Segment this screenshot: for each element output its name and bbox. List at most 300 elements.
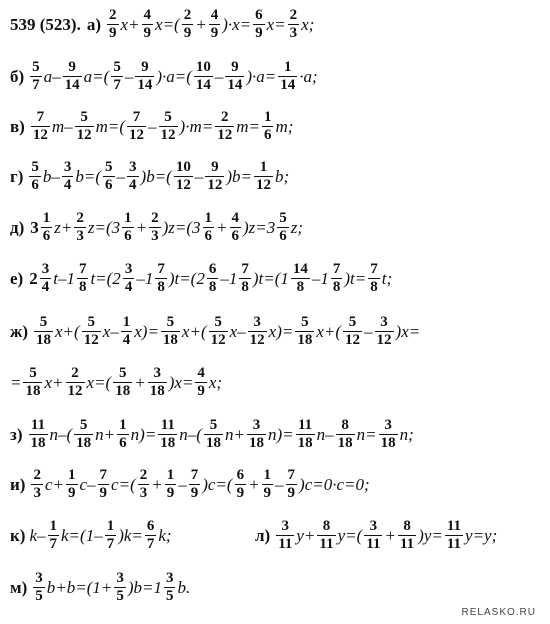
fraction (138, 468, 150, 501)
denominator: 3 (76, 228, 84, 244)
denominator: 8 (370, 279, 378, 295)
fraction (114, 571, 126, 604)
denominator: 9 (166, 485, 175, 501)
numerator: 3 (116, 570, 124, 586)
fraction (158, 418, 177, 451)
denominator: 14 (227, 77, 243, 93)
denominator: 5 (35, 588, 43, 604)
numerator: 3 (63, 159, 72, 175)
expression-text: )t=(1 (252, 269, 289, 288)
expression-text: x=( (155, 15, 180, 34)
expression-text: x+( (55, 322, 80, 341)
numerator: 5 (348, 314, 357, 330)
fraction (105, 519, 117, 552)
denominator: 14 (137, 77, 153, 93)
denominator: 9 (236, 485, 245, 501)
denominator: 7 (113, 77, 121, 93)
expression-text: c=( (111, 475, 136, 494)
numerator: 2 (151, 210, 159, 226)
numerator: 3 (124, 261, 133, 277)
numerator: 5 (209, 417, 218, 433)
fraction (195, 366, 207, 399)
denominator: 4 (129, 177, 137, 193)
numerator: 5 (79, 417, 88, 433)
denominator: 18 (115, 383, 131, 399)
expression-text: c+ (44, 475, 64, 494)
denominator: 12 (217, 127, 233, 143)
numerator: 3 (369, 518, 378, 534)
expression-text: –1 (311, 269, 329, 288)
fraction (75, 110, 94, 143)
numerator: 3 (41, 261, 50, 277)
expression-text: n–( (179, 425, 202, 444)
expression-text: y=y; (465, 526, 498, 545)
fraction (41, 211, 53, 244)
fraction (398, 519, 416, 552)
denominator: 5 (165, 588, 174, 604)
expression-text: n)= (267, 425, 294, 444)
expression-text: n= (356, 425, 377, 444)
fraction (165, 468, 177, 501)
expression-text: – (124, 67, 134, 86)
fraction (48, 519, 60, 552)
expression-text: n; (399, 425, 414, 444)
numerator: 2 (109, 7, 117, 23)
numerator: 6 (255, 7, 263, 23)
numerator: 11 (160, 417, 175, 433)
numerator: 2 (76, 210, 84, 226)
expression-text: ·a; (299, 67, 318, 86)
numerator: 1 (259, 159, 268, 175)
numerator: 5 (87, 314, 95, 330)
denominator: 12 (255, 177, 271, 193)
expression-text: )k= (118, 526, 143, 545)
expression-text: – (116, 167, 126, 186)
expression-text: b+b=(1+ (46, 578, 113, 597)
numerator: 1 (284, 59, 292, 75)
numerator: 11 (30, 417, 46, 433)
denominator: 6 (42, 228, 51, 244)
fraction (278, 60, 297, 93)
fraction (288, 8, 300, 41)
expression-text: x– (102, 322, 119, 341)
denominator: 11 (399, 536, 415, 552)
denominator: 9 (255, 25, 263, 41)
denominator: 11 (319, 536, 334, 552)
fraction (286, 468, 298, 501)
denominator: 18 (25, 383, 41, 399)
expression-text: t–1 (53, 269, 75, 288)
numerator: 9 (68, 59, 76, 75)
numerator: 7 (332, 261, 341, 277)
denominator: 18 (36, 332, 51, 348)
fraction (203, 211, 215, 244)
line-k (10, 519, 172, 552)
expression-text: )t=(2 (168, 269, 205, 288)
numerator: 7 (157, 261, 165, 277)
expression-text: m=( (95, 117, 126, 136)
denominator: 9 (190, 485, 199, 501)
denominator: 9 (109, 25, 117, 41)
expression-text: )y= (418, 526, 443, 545)
fraction (215, 110, 234, 143)
numerator: 2 (183, 7, 192, 23)
denominator: 6 (124, 228, 132, 244)
fraction (123, 262, 135, 295)
fraction (127, 160, 139, 193)
expression-text: )x= (395, 322, 421, 341)
denominator: 9 (197, 383, 205, 399)
denominator: 4 (63, 177, 72, 193)
fraction (343, 315, 362, 348)
fraction (135, 60, 154, 93)
fraction (194, 60, 213, 93)
fraction (155, 262, 167, 295)
fraction (31, 110, 50, 143)
fraction (29, 418, 48, 451)
fraction (189, 468, 201, 501)
numerator: 5 (39, 314, 48, 330)
fraction (29, 160, 41, 193)
denominator: 12 (76, 127, 92, 143)
expression-text: a– (43, 67, 61, 86)
denominator: 8 (241, 279, 249, 295)
fraction (66, 468, 78, 501)
numerator: 5 (164, 109, 172, 125)
expression-text: n– (316, 425, 334, 444)
fraction (445, 519, 463, 552)
line-d (10, 211, 303, 244)
denominator: 8 (157, 279, 165, 295)
item-label: л) (255, 526, 271, 545)
expression-text: )x= (168, 373, 194, 392)
expression-text: y=( (337, 526, 363, 545)
numerator: 4 (143, 7, 152, 23)
line-i (10, 468, 370, 501)
denominator: 12 (160, 127, 176, 143)
denominator: 12 (207, 177, 223, 193)
item-label: б) (10, 67, 25, 86)
denominator: 6 (105, 177, 113, 193)
fraction (262, 110, 274, 143)
fraction (336, 418, 355, 451)
expression-text: x; (208, 373, 223, 392)
fraction (98, 468, 110, 501)
denominator: 3 (33, 485, 41, 501)
line-b (10, 60, 318, 93)
expression-text: x= (266, 15, 286, 34)
denominator: 3 (139, 485, 148, 501)
expression-text: a=( (83, 67, 110, 86)
numerator: 2 (33, 467, 41, 483)
denominator: 14 (195, 77, 211, 93)
expression-text: n+ (95, 425, 116, 444)
numerator: 9 (141, 59, 149, 75)
fraction (111, 60, 123, 93)
expression-text: – (214, 67, 224, 86)
expression-text: t=(2 (90, 269, 121, 288)
expression-text: x; (301, 15, 315, 34)
numerator: 5 (105, 159, 113, 175)
expression-text: + (195, 15, 207, 34)
item-label: г) (10, 167, 24, 186)
denominator: 18 (248, 435, 264, 451)
whole-part: 2 (29, 269, 38, 288)
item-label: з) (10, 425, 23, 444)
numerator: 11 (298, 417, 313, 433)
fraction (368, 262, 380, 295)
numerator: 7 (132, 109, 141, 125)
numerator: 2 (71, 365, 79, 381)
fraction (121, 315, 133, 348)
denominator: 7 (106, 536, 115, 552)
expression-text: + (248, 475, 260, 494)
denominator: 6 (263, 127, 272, 143)
expression-text: + (384, 526, 396, 545)
numerator: 3 (384, 417, 392, 433)
fraction (33, 571, 45, 604)
fraction (295, 315, 314, 348)
denominator: 12 (67, 383, 83, 399)
expression-text: z=(3 (87, 218, 121, 237)
denominator: 6 (279, 228, 287, 244)
numerator: 5 (301, 314, 309, 330)
fraction (375, 315, 394, 348)
expression-text: )z=3 (243, 218, 276, 237)
fraction (82, 315, 101, 348)
numerator: 10 (195, 59, 211, 75)
denominator: 18 (205, 435, 221, 451)
numerator: 7 (36, 109, 45, 125)
denominator: 12 (249, 332, 265, 348)
fraction (62, 160, 74, 193)
numerator: 7 (370, 261, 378, 277)
numerator: 14 (292, 261, 308, 277)
expression-text: )t= (344, 269, 367, 288)
expression-text: )b=1 (127, 578, 162, 597)
line-m (10, 571, 190, 604)
numerator: 2 (139, 467, 148, 483)
expression-text: x– (229, 322, 246, 341)
numerator: 1 (124, 210, 132, 226)
expression-text: –1 (220, 269, 238, 288)
numerator: 1 (263, 467, 272, 483)
fraction (23, 366, 42, 399)
denominator: 12 (376, 332, 392, 348)
fraction (331, 262, 343, 295)
line-a (10, 8, 314, 41)
denominator: 11 (278, 536, 293, 552)
expression-text: )b= (226, 167, 252, 186)
fraction (225, 60, 244, 93)
numerator: 6 (146, 518, 155, 534)
fraction (276, 519, 294, 552)
fraction (379, 418, 398, 451)
fraction (107, 8, 119, 41)
numerator: 2 (220, 109, 229, 125)
expression-text: m– (51, 117, 73, 136)
fraction (161, 315, 180, 348)
numerator: 1 (42, 210, 51, 226)
problem-number: 539 (523). (10, 15, 81, 34)
expression-text: + (151, 475, 163, 494)
item-label: д) (10, 218, 25, 237)
denominator: 4 (122, 332, 131, 348)
fraction (204, 418, 223, 451)
numerator: 5 (279, 210, 287, 226)
numerator: 8 (403, 518, 411, 534)
fraction (127, 110, 146, 143)
denominator: 11 (446, 536, 462, 552)
whole-part: 3 (30, 218, 39, 237)
fraction (209, 8, 221, 41)
fraction (239, 262, 251, 295)
denominator: 18 (149, 383, 165, 399)
expression-text: x)= (268, 322, 294, 341)
expression-text: )·a= (246, 67, 277, 86)
expression-text: x)= (134, 322, 159, 341)
denominator: 18 (380, 435, 396, 451)
numerator: 9 (231, 59, 239, 75)
numerator: 5 (80, 109, 88, 125)
expression-text: – (148, 117, 157, 136)
fraction (31, 468, 43, 501)
numerator: 1 (166, 467, 175, 483)
numerator: 5 (31, 159, 39, 175)
denominator: 4 (41, 279, 50, 295)
expression-text: – (178, 475, 187, 494)
fraction (74, 418, 93, 451)
denominator: 18 (297, 435, 313, 451)
fraction (296, 418, 315, 451)
denominator: 5 (116, 588, 124, 604)
denominator: 6 (204, 228, 213, 244)
numerator: 1 (106, 518, 115, 534)
expression-text: )·x= (222, 15, 252, 34)
denominator: 3 (151, 228, 159, 244)
item-label: м) (10, 578, 28, 597)
fraction (254, 160, 273, 193)
fraction (148, 366, 167, 399)
fraction (77, 262, 89, 295)
numerator: 3 (129, 159, 137, 175)
denominator: 18 (30, 435, 46, 451)
denominator: 9 (183, 25, 192, 41)
numerator: 5 (113, 59, 121, 75)
expression-text: x+ (120, 15, 140, 34)
denominator: 18 (162, 332, 178, 348)
numerator: 5 (118, 365, 127, 381)
item-label: и) (10, 475, 26, 494)
numerator: 3 (165, 570, 174, 586)
expression-text: + (134, 373, 146, 392)
fraction (174, 160, 193, 193)
expression-text: –1 (136, 269, 154, 288)
denominator: 9 (263, 485, 272, 501)
expression-text: + (135, 218, 148, 237)
fraction (149, 211, 161, 244)
expression-text: )·a=( (156, 67, 192, 86)
expression-text: c– (79, 475, 96, 494)
expression-text: t; (381, 269, 393, 288)
numerator: 7 (287, 467, 296, 483)
fraction (364, 519, 382, 552)
numerator: 8 (322, 518, 331, 534)
expression-text: )b=( (140, 167, 172, 186)
denominator: 7 (32, 77, 40, 93)
fraction (142, 8, 154, 41)
denominator: 12 (129, 127, 145, 143)
item-label: а) (86, 15, 101, 34)
numerator: 3 (281, 518, 290, 534)
expression-text: – (275, 475, 284, 494)
expression-text: = (10, 373, 22, 392)
expression-text: y+ (296, 526, 316, 545)
expression-text: )·m= (179, 117, 214, 136)
fraction (34, 315, 53, 348)
expression-text: z; (290, 218, 304, 237)
numerator: 1 (263, 109, 272, 125)
numerator: 3 (380, 314, 388, 330)
numerator: 3 (253, 314, 261, 330)
fraction (248, 315, 267, 348)
denominator: 9 (287, 485, 296, 501)
line-v (10, 110, 293, 143)
expression-text: x=( (86, 373, 112, 392)
expression-text: m; (275, 117, 294, 136)
expression-text: z+ (54, 218, 73, 237)
expression-text: )c=0·c=0; (299, 475, 370, 494)
denominator: 14 (64, 77, 80, 93)
denominator: 12 (32, 127, 48, 143)
denominator: 9 (210, 25, 219, 41)
fraction (247, 418, 266, 451)
denominator: 12 (175, 177, 191, 193)
expression-text: b. (177, 578, 191, 597)
numerator: 7 (78, 261, 87, 277)
numerator: 5 (166, 314, 175, 330)
fraction (209, 315, 228, 348)
denominator: 12 (345, 332, 361, 348)
fraction (117, 418, 129, 451)
denominator: 7 (146, 536, 155, 552)
numerator: 4 (197, 365, 205, 381)
numerator: 7 (99, 467, 108, 483)
line-zh2 (10, 366, 222, 399)
denominator: 18 (297, 332, 313, 348)
denominator: 8 (78, 279, 87, 295)
expression-text: b=( (75, 167, 102, 186)
fraction (277, 211, 289, 244)
expression-text: b; (274, 167, 290, 186)
expression-text: – (364, 322, 373, 341)
watermark: RELASKO.RU (461, 607, 536, 618)
expression-text: x+ (44, 373, 64, 392)
denominator: 12 (210, 332, 226, 348)
line-l (255, 519, 497, 552)
fraction (103, 160, 115, 193)
numerator: 1 (122, 314, 131, 330)
denominator: 18 (76, 435, 92, 451)
item-label: в) (10, 117, 25, 136)
line-g (10, 160, 289, 193)
numerator: 1 (68, 467, 76, 483)
fraction (159, 110, 178, 143)
fraction (122, 211, 134, 244)
expression-text: )z=(3 (162, 218, 201, 237)
denominator: 11 (366, 536, 381, 552)
line-e (10, 262, 392, 295)
